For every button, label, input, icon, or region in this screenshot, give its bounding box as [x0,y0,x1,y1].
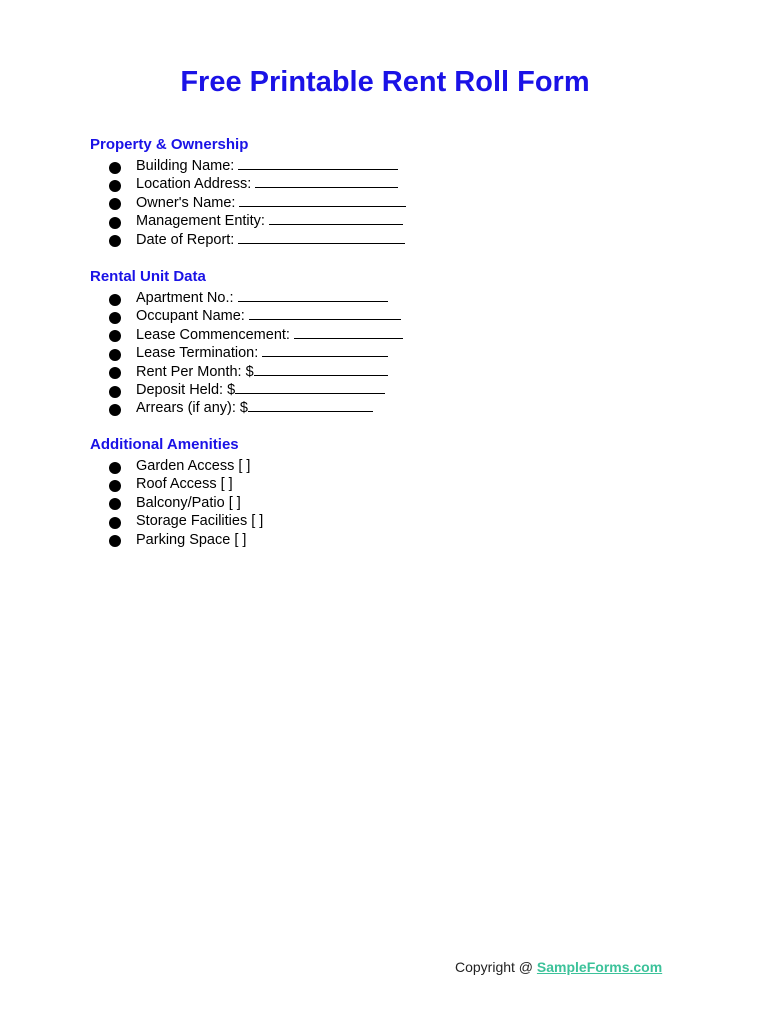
blank-line[interactable] [262,344,388,357]
section-property-ownership [90,136,690,249]
amenity-roof-access[interactable] [109,475,690,493]
bullet-icon [109,535,121,547]
blank-line[interactable] [249,307,401,320]
page-title: Free Printable Rent Roll Form [180,66,590,98]
field-label: Management Entity: [136,213,265,230]
section-heading: Property & Ownership [90,136,249,153]
blank-line[interactable] [239,194,406,207]
field-label: Location Address: [136,176,252,193]
field-label: Lease Commencement: [136,326,290,343]
amenity-label: Parking Space [ ] [136,531,247,548]
blank-line[interactable] [248,399,373,412]
blank-line[interactable] [255,175,398,188]
amenity-storage-facilities[interactable] [109,512,690,530]
field-label: Deposit Held: $ [136,382,236,399]
blank-line[interactable] [235,381,385,394]
field-lease-termination [109,344,690,362]
field-list [90,289,690,418]
copyright-text: Copyright @ [455,959,537,975]
bullet-icon [109,480,121,492]
copyright-footer [455,957,662,977]
bullet-icon [109,180,121,192]
bullet-icon [109,235,121,247]
field-label: Occupant Name: [136,308,245,325]
blank-line[interactable] [269,212,403,225]
field-location-address [109,175,690,193]
bullet-icon [109,517,121,529]
bullet-icon [109,462,121,474]
blank-line[interactable] [238,157,398,170]
bullet-icon [109,498,121,510]
field-list [90,157,690,249]
bullet-icon [109,404,121,416]
field-deposit-held [109,381,690,399]
section-heading: Additional Amenities [90,436,239,453]
bullet-icon [109,330,121,342]
field-building-name [109,157,690,175]
amenity-label: Garden Access [ ] [136,458,251,474]
section-rental-unit-data [90,268,690,418]
amenity-label: Balcony/Patio [ ] [136,494,241,511]
bullet-icon [109,367,121,379]
amenity-garden-access[interactable] [109,457,690,475]
field-label: Owner's Name: [136,194,236,211]
blank-line[interactable] [238,231,405,244]
field-apartment-no [109,289,690,307]
bullet-icon [109,312,121,324]
field-management-entity [109,212,690,230]
field-label: Lease Termination: [136,345,259,362]
bullet-icon [109,198,121,210]
field-list [90,457,690,549]
bullet-icon [109,386,121,398]
amenity-label: Storage Facilities [ ] [136,513,264,530]
field-label: Date of Report: [136,231,235,248]
blank-line[interactable] [294,326,403,339]
field-owners-name [109,194,690,212]
amenity-parking-space[interactable] [109,531,690,549]
blank-line[interactable] [254,363,388,376]
section-heading: Rental Unit Data [90,268,206,285]
amenity-balcony-patio[interactable] [109,494,690,512]
bullet-icon [109,217,121,229]
amenity-label: Roof Access [ ] [136,476,233,493]
section-additional-amenities [90,436,690,549]
field-date-of-report [109,231,690,249]
bullet-icon [109,162,121,174]
field-label: Rent Per Month: $ [136,363,254,380]
field-occupant-name [109,307,690,325]
field-label: Arrears (if any): $ [136,400,248,417]
blank-line[interactable] [238,289,388,302]
field-label: Building Name: [136,158,235,174]
field-lease-commencement [109,326,690,344]
bullet-icon [109,349,121,361]
field-label: Apartment No.: [136,290,234,306]
bullet-icon [109,294,121,306]
field-rent-per-month [109,363,690,381]
brand-link[interactable]: SampleForms.com [536,959,663,975]
field-arrears [109,399,690,417]
